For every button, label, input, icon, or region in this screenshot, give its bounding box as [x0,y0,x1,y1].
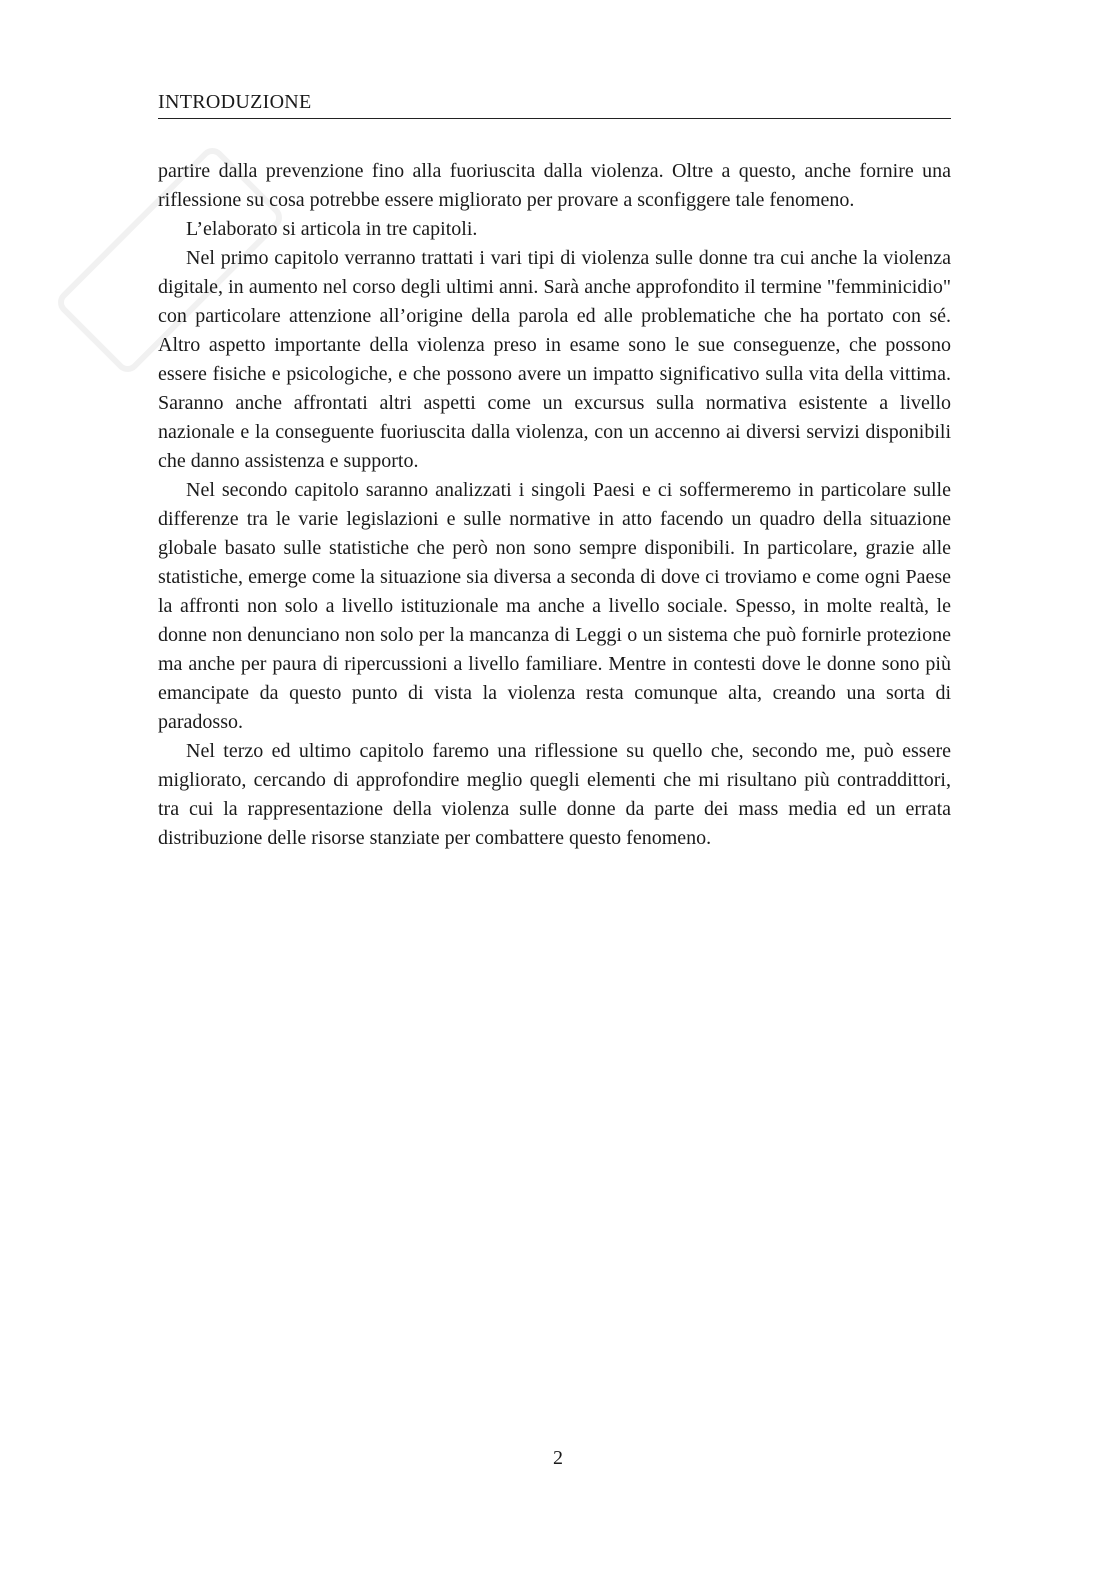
paragraph: L’elaborato si articola in tre capitoli. [186,218,478,240]
page-number: 2 [553,1447,563,1469]
paragraph: Nel terzo ed ultimo capitolo faremo una riflessione su quello che, secondo me, può essere migliorato, cercando di approfondire meglio quegli elementi che mi risultano più contraddittori, tra cui la rappresentazione della violenza sulle donne da parte dei mass media ed un errata distribuzione delle risorse stanziate per combattere questo fenomeno. [158,740,951,849]
chapter-title: INTRODUZIONE [158,91,312,113]
paragraph: partire dalla prevenzione fino alla fuoriuscita dalla violenza. Oltre a questo, anche fornire una riflessione su cosa potrebbe essere migliorato per provare a sconfiggere tale fenomeno. [158,160,951,211]
running-header [158,88,951,119]
paragraph: Nel secondo capitolo saranno analizzati i singoli Paesi e ci soffermeremo in particolare sulle differenze tra le varie legislazioni e sulle normative in atto facendo un quadro della situazione globale basato sulle statistiche che però non sono sempre disponibili. In particolare, grazie alle statistiche, emerge come la situazione sia diversa a seconda di dove ci troviamo e come ogni Paese la affronti non solo a livello istituzionale ma anche a livello sociale. Spesso, in molte realtà, le donne non denunciano non solo per la mancanza di Leggi o un sistema che può fornirle protezione ma anche per paura di ripercussioni a livello familiare. Mentre in contesti dove le donne sono più emancipate da questo punto di vista la violenza resta comunque alta, creando una sorta di paradosso. [158,479,951,733]
paragraph: Nel primo capitolo verranno trattati i vari tipi di violenza sulle donne tra cui anche la violenza digitale, in aumento nel corso degli ultimi anni. Sarà anche approfondito il termine "femminicidio" con particolare attenzione all’origine della parola ed alle problematiche che ha portato con sé. Altro aspetto importante della violenza preso in esame sono le sue conseguenze, che possono essere fisiche e psicologiche, e che possono avere un impatto significativo sulla vita della vittima. Saranno anche affrontati altri aspetti come un excursus sulla normativa esistente a livello nazionale e la conseguente fuoriuscita dalla violenza, con un accenno ai diversi servizi disponibili che danno assistenza e supporto. [158,247,951,472]
body-text [158,157,951,853]
